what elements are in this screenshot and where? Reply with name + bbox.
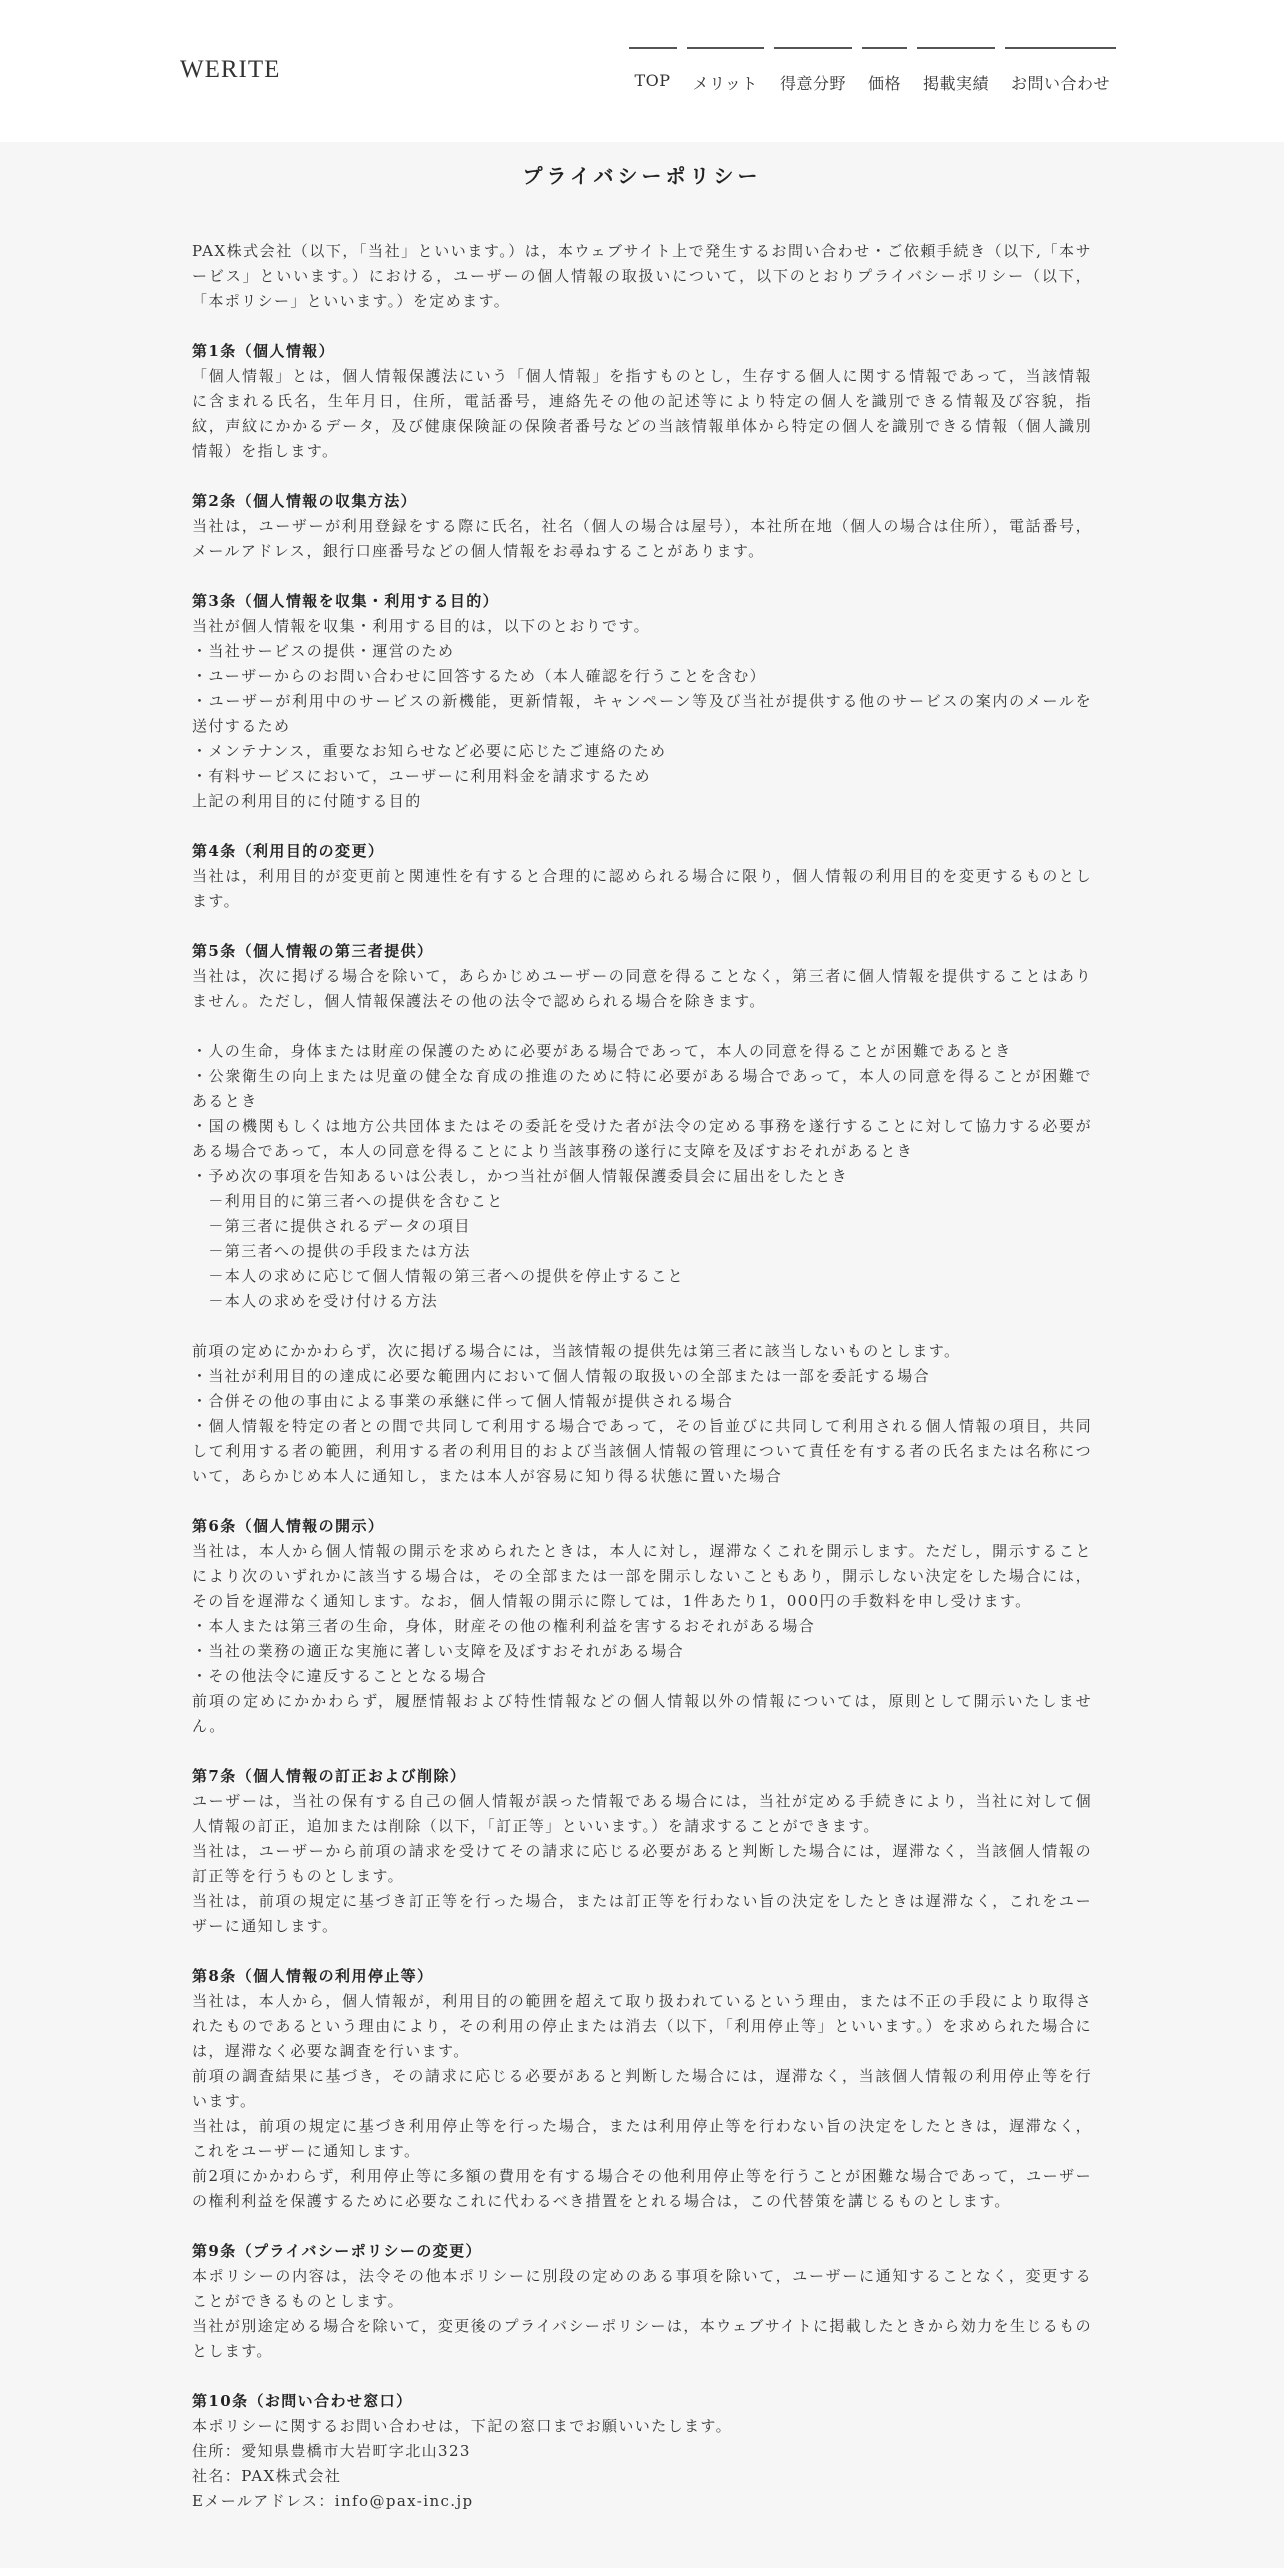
article-title: 第10条（お問い合わせ窓口）: [192, 2392, 413, 2410]
nav-item-merit[interactable]: メリット: [687, 47, 764, 94]
article-title: 第8条（個人情報の利用停止等）: [192, 1967, 434, 1985]
article-paragraph: 前項の定めにかかわらず，履歴情報および特性情報などの個人情報以外の情報については，原則として開示いたしません。: [192, 1692, 1092, 1735]
policy-article-7: [192, 1764, 1092, 1939]
article-paragraph: 当社が個人情報を収集・利用する目的は，以下のとおりです。: [192, 617, 651, 635]
nav-item-price[interactable]: 価格: [862, 47, 907, 94]
policy-article-1: [192, 339, 1092, 464]
policy-article-9: [192, 2239, 1092, 2364]
article-paragraph: ・メンテナンス，重要なお知らせなど必要に応じたご連絡のため: [192, 742, 667, 760]
article-paragraph: ・当社の業務の適正な実施に著しい支障を及ぼすおそれがある場合: [192, 1642, 685, 1660]
article-paragraph: －第三者への提供の手段または方法: [192, 1242, 471, 1260]
article-paragraph: 当社が別途定める場合を除いて，変更後のプライバシーポリシーは，本ウェブサイトに掲載したときから効力を生じるものとします。: [192, 2317, 1092, 2360]
article-paragraph: ユーザーは，当社の保有する自己の個人情報が誤った情報である場合には，当社が定める手続きにより，当社に対して個人情報の訂正，追加または削除（以下，「訂正等」といいます。）を請求することができます。: [192, 1792, 1092, 1835]
article-paragraph: 本ポリシーに関するお問い合わせは，下記の窓口までお願いいたします。: [192, 2417, 733, 2435]
article-paragraph: ・国の機関もしくは地方公共団体またはその委託を受けた者が法令の定める事務を遂行することに対して協力する必要がある場合であって，本人の同意を得ることにより当該事務の遂行に支障を及ぼすおそれがあるとき: [192, 1117, 1092, 1160]
nav-item-specialty[interactable]: 得意分野: [774, 47, 852, 94]
article-paragraph: 当社は，ユーザーが利用登録をする際に氏名，社名（個人の場合は屋号），本社所在地（個人の場合は住所），電話番号，メールアドレス，銀行口座番号などの個人情報をお尋ねすることがあります。: [192, 517, 1092, 560]
article-paragraph: 前項の定めにかかわらず，次に掲げる場合には，当該情報の提供先は第三者に該当しないものとします。: [192, 1342, 961, 1360]
article-paragraph: 住所：愛知県豊橋市大岩町字北山323: [192, 2442, 471, 2460]
article-paragraph: 社名：PAX株式会社: [192, 2467, 342, 2485]
policy-content: [192, 239, 1092, 2514]
article-title: 第7条（個人情報の訂正および削除）: [192, 1767, 467, 1785]
page-title: プライバシーポリシー: [522, 164, 762, 188]
article-paragraph: ・本人または第三者の生命，身体，財産その他の権利利益を害するおそれがある場合: [192, 1617, 816, 1635]
article-title: 第6条（個人情報の開示）: [192, 1517, 385, 1535]
article-paragraph: 上記の利用目的に付随する目的: [192, 792, 422, 810]
nav-item-top[interactable]: TOP: [629, 47, 677, 94]
paragraph-gap: [192, 1314, 1092, 1339]
policy-article-2: [192, 489, 1092, 564]
article-paragraph: ・公衆衛生の向上または児童の健全な育成の推進のために特に必要がある場合であって，本人の同意を得ることが困難であるとき: [192, 1067, 1092, 1110]
article-paragraph: ・予め次の事項を告知あるいは公表し，かつ当社が個人情報保護委員会に届出をしたとき: [192, 1167, 849, 1185]
article-paragraph: －第三者に提供されるデータの項目: [192, 1217, 471, 1235]
article-paragraph: 当社は，次に掲げる場合を除いて，あらかじめユーザーの同意を得ることなく，第三者に個人情報を提供することはありません。ただし，個人情報保護法その他の法令で認められる場合を除きます。: [192, 967, 1092, 1010]
article-title: 第1条（個人情報）: [192, 342, 336, 360]
article-title: 第3条（個人情報を収集・利用する目的）: [192, 592, 500, 610]
article-paragraph: ・合併その他の事由による事業の承継に伴って個人情報が提供される場合: [192, 1392, 734, 1410]
article-title: 第2条（個人情報の収集方法）: [192, 492, 418, 510]
article-paragraph: 当社は，前項の規定に基づき訂正等を行った場合，または訂正等を行わない旨の決定をしたときは遅滞なく，これをユーザーに通知します。: [192, 1892, 1092, 1935]
policy-article-3: [192, 589, 1092, 814]
article-paragraph: ・個人情報を特定の者との間で共同して利用する場合であって，その旨並びに共同して利用される個人情報の項目，共同して利用する者の範囲，利用する者の利用目的および当該個人情報の管理について責任を有する者の氏名または名称について，あらかじめ本人に通知し，または本人が容易に知り得る状態に置いた場合: [192, 1417, 1092, 1485]
nav-item-works[interactable]: 掲載実績: [917, 47, 995, 94]
article-paragraph: Eメールアドレス：info@pax-inc.jp: [192, 2492, 474, 2510]
site-header: [0, 0, 1284, 142]
article-paragraph: ・当社が利用目的の達成に必要な範囲内において個人情報の取扱いの全部または一部を委託する場合: [192, 1367, 931, 1385]
policy-article-5: [192, 939, 1092, 1489]
paragraph-gap: [192, 1014, 1092, 1039]
article-paragraph: ・有料サービスにおいて，ユーザーに利用料金を請求するため: [192, 767, 651, 785]
policy-article-4: [192, 839, 1092, 914]
article-title: 第4条（利用目的の変更）: [192, 842, 385, 860]
article-title: 第5条（個人情報の第三者提供）: [192, 942, 434, 960]
article-paragraph: 「個人情報」とは，個人情報保護法にいう「個人情報」を指すものとし，生存する個人に関する情報であって，当該情報に含まれる氏名，生年月日，住所，電話番号，連絡先その他の記述等により特定の個人を識別できる情報及び容貌，指紋，声紋にかかるデータ，及び健康保険証の保険者番号などの当該情報単体から特定の個人を識別できる情報（個人識別情報）を指します。: [192, 367, 1092, 460]
article-paragraph: ・ユーザーからのお問い合わせに回答するため（本人確認を行うことを含む）: [192, 667, 767, 685]
article-paragraph: ・ユーザーが利用中のサービスの新機能，更新情報，キャンペーン等及び当社が提供する他のサービスの案内のメールを送付するため: [192, 692, 1092, 735]
article-paragraph: 当社は，利用目的が変更前と関連性を有すると合理的に認められる場合に限り，個人情報の利用目的を変更するものとします。: [192, 867, 1092, 910]
article-paragraph: 前項の調査結果に基づき，その請求に応じる必要があると判断した場合には，遅滞なく，当該個人情報の利用停止等を行います。: [192, 2067, 1092, 2110]
article-paragraph: ・当社サービスの提供・運営のため: [192, 642, 455, 660]
main-nav: [629, 47, 1117, 94]
article-paragraph: 前2項にかかわらず，利用停止等に多額の費用を有する場合その他利用停止等を行うことが困難な場合であって，ユーザーの権利利益を保護するために必要なこれに代わるべき措置をとれる場合は，この代替策を講じるものとします。: [192, 2167, 1092, 2210]
article-paragraph: 当社は，本人から個人情報の開示を求められたときは，本人に対し，遅滞なくこれを開示します。ただし，開示することにより次のいずれかに該当する場合は，その全部または一部を開示しないこともあり，開示しない決定をした場合には，その旨を遅滞なく通知します。なお，個人情報の開示に際しては，1件あたり1，000円の手数料を申し受けます。: [192, 1542, 1092, 1610]
article-paragraph: 当社は，ユーザーから前項の請求を受けてその請求に応じる必要があると判断した場合には，遅滞なく，当該個人情報の訂正等を行うものとします。: [192, 1842, 1092, 1885]
policy-article-6: [192, 1514, 1092, 1739]
article-paragraph: ・その他法令に違反することとなる場合: [192, 1667, 488, 1685]
site-logo[interactable]: WERITE: [180, 56, 281, 83]
nav-item-contact[interactable]: お問い合わせ: [1005, 47, 1116, 94]
policy-article-8: [192, 1964, 1092, 2214]
article-paragraph: ・人の生命，身体または財産の保護のために必要がある場合であって，本人の同意を得ることが困難であるとき: [192, 1042, 1012, 1060]
article-paragraph: －本人の求めに応じて個人情報の第三者への提供を停止すること: [192, 1267, 685, 1285]
policy-intro: PAX株式会社（以下，「当社」といいます。）は，本ウェブサイト上で発生するお問い合わせ・ご依頼手続き（以下,「本サービス」といいます。）における，ユーザーの個人情報の取扱いについて，以下のとおりプライバシーポリシー（以下，「本ポリシー」といいます。）を定めます。: [192, 242, 1092, 310]
article-paragraph: 当社は，前項の規定に基づき利用停止等を行った場合，または利用停止等を行わない旨の決定をしたときは，遅滞なく，これをユーザーに通知します。: [192, 2117, 1092, 2160]
article-paragraph: －利用目的に第三者への提供を含むこと: [192, 1192, 504, 1210]
policy-article-10: [192, 2389, 1092, 2514]
article-title: 第9条（プライバシーポリシーの変更）: [192, 2242, 482, 2260]
article-paragraph: 本ポリシーの内容は，法令その他本ポリシーに別段の定めのある事項を除いて，ユーザーに通知することなく，変更することができるものとします。: [192, 2267, 1092, 2310]
article-paragraph: －本人の求めを受け付ける方法: [192, 1292, 439, 1310]
article-paragraph: 当社は，本人から，個人情報が，利用目的の範囲を超えて取り扱われているという理由，または不正の手段により取得されたものであるという理由により，その利用の停止または消去（以下，「利用停止等」といいます。）を求められた場合には，遅滞なく必要な調査を行います。: [192, 1992, 1092, 2060]
